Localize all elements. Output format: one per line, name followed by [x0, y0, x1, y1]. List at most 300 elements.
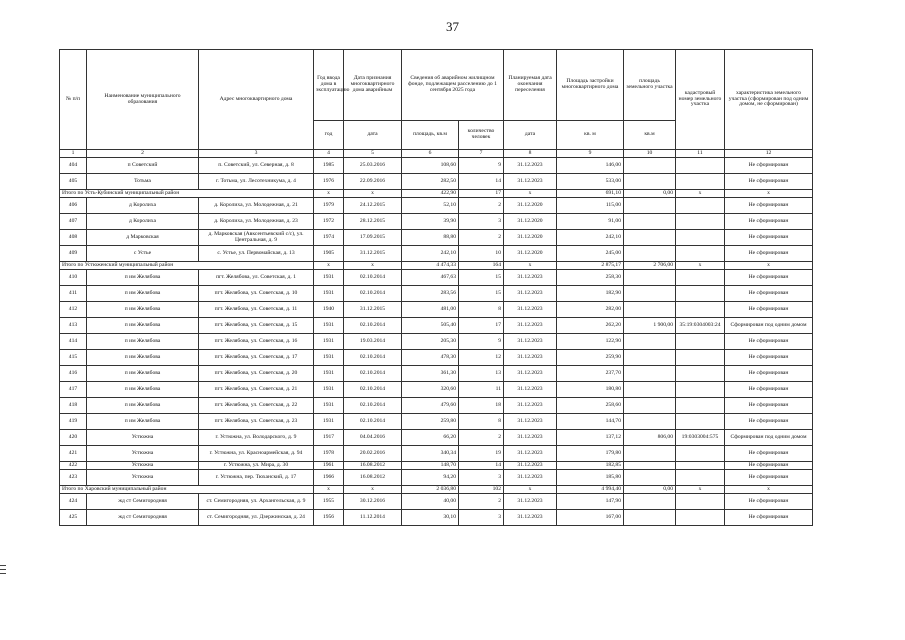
address-cell: пгт. Желябова, ул. Советская, д. 16: [199, 334, 314, 350]
year-cell: 1956: [314, 510, 344, 526]
persons-cell: 3: [459, 214, 504, 230]
end-date-cell: 31.12.2023: [504, 270, 557, 286]
persons-cell: 8: [459, 302, 504, 318]
header-persons: количество человек: [459, 121, 504, 150]
table-row: [60, 510, 813, 526]
persons-cell: 17: [459, 190, 504, 198]
built-area-cell: 137,12: [557, 430, 624, 446]
address-cell: д. Марковская (Авксентьевский с/с), ул. Центральная, д. 9: [199, 230, 314, 246]
row-number: 406: [60, 198, 87, 214]
cadastral-cell: [676, 334, 725, 350]
built-area-cell: 2 875,17: [557, 262, 624, 270]
end-date-cell: 31.12.2023: [504, 334, 557, 350]
row-number: 405: [60, 174, 87, 190]
status-cell: Не сформирован: [725, 174, 813, 190]
status-cell: Не сформирован: [725, 350, 813, 366]
table-row: [60, 398, 813, 414]
persons-cell: 15: [459, 270, 504, 286]
address-cell: пгт. Желябова, ул. Советская, д. 17: [199, 350, 314, 366]
table-row: [60, 230, 813, 246]
end-date-cell: 31.12.2023: [504, 462, 557, 470]
table-row: [60, 430, 813, 446]
year-cell: 1931: [314, 382, 344, 398]
table-row: [60, 286, 813, 302]
end-date-cell: 31.12.2023: [504, 286, 557, 302]
cadastral-cell: [676, 462, 725, 470]
unit-area: площадь, кв.м: [402, 121, 459, 150]
area-cell: 40,00: [402, 494, 459, 510]
year-cell: 1931: [314, 318, 344, 334]
municipality-cell: с Устье: [87, 246, 199, 262]
area-cell: 422,90: [402, 190, 459, 198]
address-cell: ст. Семигородняя, ул. Дзержинская, д. 24: [199, 510, 314, 526]
status-cell: Не сформирован: [725, 414, 813, 430]
land-area-cell: [624, 158, 676, 174]
address-cell: г. Устюжна, ул. Мира, д. 30: [199, 462, 314, 470]
municipality-cell: Устюжна: [87, 446, 199, 462]
built-area-cell: 147,90: [557, 494, 624, 510]
area-cell: 505,40: [402, 318, 459, 334]
persons-cell: 9: [459, 334, 504, 350]
municipality-cell: п им Желябова: [87, 398, 199, 414]
row-number: 416: [60, 366, 87, 382]
year-cell: 1917: [314, 430, 344, 446]
municipality-cell: д Королиха: [87, 198, 199, 214]
area-cell: 205,30: [402, 334, 459, 350]
cadastral-cell: [676, 286, 725, 302]
year-cell: 1931: [314, 350, 344, 366]
date-cell: 02.10.2014: [344, 350, 402, 366]
row-number: 409: [60, 246, 87, 262]
row-number: 410: [60, 270, 87, 286]
total-row: [60, 262, 813, 270]
status-cell: Не сформирован: [725, 270, 813, 286]
date-cell: 20.02.2016: [344, 446, 402, 462]
municipality-cell: п им Желябова: [87, 414, 199, 430]
built-area-cell: 258,30: [557, 270, 624, 286]
date-cell: 28.12.2015: [344, 214, 402, 230]
row-number: 413: [60, 318, 87, 334]
municipality-cell: Устюжна: [87, 470, 199, 486]
built-area-cell: 185,80: [557, 470, 624, 486]
persons-cell: 164: [459, 262, 504, 270]
cadastral-cell: [676, 382, 725, 398]
date-cell: 30.12.2016: [344, 494, 402, 510]
built-area-cell: 262,20: [557, 318, 624, 334]
cadastral-cell: [676, 494, 725, 510]
persons-cell: 3: [459, 470, 504, 486]
cadastral-cell: x: [676, 486, 725, 494]
area-cell: 259,80: [402, 414, 459, 430]
address-cell: г. Тотьма, ул. Лесотехникума, д. 4: [199, 174, 314, 190]
status-cell: Не сформирован: [725, 246, 813, 262]
header-row: [60, 50, 813, 121]
date-cell: 16.08.2012: [344, 462, 402, 470]
municipality-cell: п им Желябова: [87, 318, 199, 334]
table-body: [60, 50, 813, 526]
built-area-cell: 4 994,40: [557, 486, 624, 494]
end-date-cell: 31.12.2023: [504, 366, 557, 382]
persons-cell: 14: [459, 174, 504, 190]
date-cell: 24.12.2015: [344, 198, 402, 214]
end-date-cell: x: [504, 262, 557, 270]
table-row: [60, 158, 813, 174]
land-area-cell: [624, 350, 676, 366]
row-number: 404: [60, 158, 87, 174]
row-number: 412: [60, 302, 87, 318]
row-number: 424: [60, 494, 87, 510]
end-date-cell: 31.12.2020: [504, 246, 557, 262]
persons-cell: 15: [459, 286, 504, 302]
year-cell: x: [314, 262, 344, 270]
land-area-cell: [624, 462, 676, 470]
col-number: 2: [87, 150, 199, 158]
address-cell: г. Устюжна, ул. Володарского, д. 9: [199, 430, 314, 446]
address-cell: с. Устье, ул. Первомайская, д. 13: [199, 246, 314, 262]
address-cell: пгт. Желябова, ул. Советская, д. 1: [199, 270, 314, 286]
land-area-cell: 0,00: [624, 486, 676, 494]
table-row: [60, 318, 813, 334]
cadastral-cell: 35:19:0304003:24: [676, 318, 725, 334]
scan-margin-marks: [0, 565, 6, 577]
cadastral-cell: [676, 230, 725, 246]
land-area-cell: 2 706,00: [624, 262, 676, 270]
built-area-cell: 122,90: [557, 334, 624, 350]
date-cell: 02.10.2014: [344, 414, 402, 430]
built-area-cell: 167,00: [557, 510, 624, 526]
land-area-cell: [624, 334, 676, 350]
address-cell: г. Устюжна, пер. Тюханский, д. 17: [199, 470, 314, 486]
built-area-cell: 237,70: [557, 366, 624, 382]
cadastral-cell: [676, 350, 725, 366]
register-table: [59, 49, 813, 526]
total-row: [60, 190, 813, 198]
cadastral-cell: [676, 246, 725, 262]
area-cell: 361,30: [402, 366, 459, 382]
municipality-cell: п им Желябова: [87, 302, 199, 318]
land-area-cell: [624, 470, 676, 486]
end-date-cell: 31.12.2023: [504, 470, 557, 486]
persons-cell: 10: [459, 246, 504, 262]
end-date-cell: 31.12.2023: [504, 174, 557, 190]
table-row: [60, 270, 813, 286]
end-date-cell: 31.12.2023: [504, 382, 557, 398]
address-cell: пгт. Желябова, ул. Советская, д. 22: [199, 398, 314, 414]
land-area-cell: [624, 198, 676, 214]
col-number: 4: [314, 150, 344, 158]
header-municipality: Наименование муниципального образования: [87, 50, 199, 150]
year-cell: 1979: [314, 198, 344, 214]
year-cell: 1931: [314, 398, 344, 414]
row-number: 408: [60, 230, 87, 246]
col-number: 9: [557, 150, 624, 158]
land-area-cell: [624, 382, 676, 398]
end-date-cell: x: [504, 190, 557, 198]
address-cell: пгт. Желябова, ул. Советская, д. 11: [199, 302, 314, 318]
cadastral-cell: [676, 270, 725, 286]
municipality-cell: п Советский: [87, 158, 199, 174]
unit-year: год: [314, 121, 344, 150]
status-cell: Не сформирован: [725, 214, 813, 230]
row-number: 420: [60, 430, 87, 446]
table-row: [60, 198, 813, 214]
area-cell: 282,50: [402, 174, 459, 190]
header-resettle-group: Сведения об аварийном жилищном фонде, подлежащем расселению до 1 сентября 2025 года: [402, 50, 504, 121]
date-cell: 02.10.2014: [344, 382, 402, 398]
persons-cell: 13: [459, 366, 504, 382]
built-area-cell: 242,10: [557, 230, 624, 246]
land-area-cell: 806,00: [624, 430, 676, 446]
date-cell: 16.08.2012: [344, 470, 402, 486]
land-area-cell: [624, 270, 676, 286]
built-area-cell: 182,85: [557, 462, 624, 470]
cadastral-cell: [676, 198, 725, 214]
date-cell: 02.10.2014: [344, 270, 402, 286]
persons-cell: 2: [459, 198, 504, 214]
table-row: [60, 366, 813, 382]
year-cell: 1955: [314, 494, 344, 510]
address-cell: пгт. Желябова, ул. Советская, д. 15: [199, 318, 314, 334]
address-cell: пгт. Желябова, ул. Советская, д. 10: [199, 286, 314, 302]
persons-cell: 8: [459, 414, 504, 430]
status-cell: Сформирован под одним домом: [725, 318, 813, 334]
header-date-emergency: Дата признания многоквартирного дома аварийным: [344, 50, 402, 121]
cadastral-cell: [676, 366, 725, 382]
end-date-cell: 31.12.2023: [504, 430, 557, 446]
end-date-cell: 31.12.2023: [504, 494, 557, 510]
area-cell: 283,56: [402, 286, 459, 302]
header-cadastral: кадастровый номер земельного участка: [676, 50, 725, 150]
status-cell: Не сформирован: [725, 494, 813, 510]
header-planned-end: Планируемая дата окончания переселения: [504, 50, 557, 121]
area-cell: 320,60: [402, 382, 459, 398]
status-cell: Не сформирован: [725, 366, 813, 382]
end-date-cell: 31.12.2023: [504, 302, 557, 318]
row-number: 418: [60, 398, 87, 414]
total-label: Итого по Харовский муниципальный район: [60, 486, 314, 494]
end-date-cell: 31.12.2020: [504, 230, 557, 246]
cadastral-cell: [676, 470, 725, 486]
land-area-cell: [624, 414, 676, 430]
date-cell: 19.03.2014: [344, 334, 402, 350]
unit-sqm2: кв.м: [624, 121, 676, 150]
status-cell: Не сформирован: [725, 334, 813, 350]
header-land-char: характеристика земельного участка (сформирован под одним домом, не сформирован): [725, 50, 813, 150]
land-area-cell: [624, 230, 676, 246]
date-cell: 31.12.2015: [344, 302, 402, 318]
year-cell: 1976: [314, 174, 344, 190]
built-area-cell: 245,00: [557, 246, 624, 262]
table-row: [60, 350, 813, 366]
col-number: 11: [676, 150, 725, 158]
area-cell: 66,20: [402, 430, 459, 446]
col-number: 8: [504, 150, 557, 158]
end-date-cell: 31.12.2023: [504, 318, 557, 334]
area-cell: 340,34: [402, 446, 459, 462]
status-cell: x: [725, 190, 813, 198]
address-cell: д. Королиха, ул. Молодежная, д. 21: [199, 198, 314, 214]
municipality-cell: жд ст Семигородняя: [87, 494, 199, 510]
built-area-cell: 259,90: [557, 350, 624, 366]
municipality-cell: д Марковская: [87, 230, 199, 246]
year-cell: 1931: [314, 366, 344, 382]
row-number: 411: [60, 286, 87, 302]
land-area-cell: [624, 286, 676, 302]
land-area-cell: [624, 366, 676, 382]
end-date-cell: 31.12.2023: [504, 510, 557, 526]
date-cell: x: [344, 262, 402, 270]
address-cell: п. Советский, ул. Северная, д. 8: [199, 158, 314, 174]
row-number: 423: [60, 470, 87, 486]
col-number: 1: [60, 150, 87, 158]
persons-cell: 3: [459, 510, 504, 526]
end-date-cell: 31.12.2023: [504, 414, 557, 430]
persons-cell: 17: [459, 318, 504, 334]
status-cell: x: [725, 486, 813, 494]
year-cell: x: [314, 486, 344, 494]
built-area-cell: 91,00: [557, 214, 624, 230]
address-cell: г. Устюжна, ул. Красноармейская, д. 94: [199, 446, 314, 462]
built-area-cell: 146,00: [557, 158, 624, 174]
table-row: [60, 246, 813, 262]
municipality-cell: Тотьма: [87, 174, 199, 190]
cadastral-cell: [676, 158, 725, 174]
end-date-cell: 31.12.2020: [504, 214, 557, 230]
table-row: [60, 382, 813, 398]
area-cell: 94,20: [402, 470, 459, 486]
date-cell: 31.12.2015: [344, 246, 402, 262]
built-area-cell: 144,70: [557, 414, 624, 430]
municipality-cell: п им Желябова: [87, 270, 199, 286]
address-cell: пгт. Желябова, ул. Советская, д. 20: [199, 366, 314, 382]
persons-cell: 12: [459, 350, 504, 366]
year-cell: 1974: [314, 230, 344, 246]
col-number: 6: [402, 150, 459, 158]
year-cell: 1931: [314, 334, 344, 350]
municipality-cell: жд ст Семигородняя: [87, 510, 199, 526]
persons-cell: 9: [459, 158, 504, 174]
cadastral-cell: x: [676, 190, 725, 198]
cadastral-cell: [676, 302, 725, 318]
area-cell: 479,60: [402, 398, 459, 414]
area-cell: 39,90: [402, 214, 459, 230]
table-row: [60, 214, 813, 230]
total-label: Итого по Устюженский муниципальный район: [60, 262, 314, 270]
year-cell: 1931: [314, 286, 344, 302]
status-cell: Не сформирован: [725, 382, 813, 398]
municipality-cell: п им Желябова: [87, 334, 199, 350]
built-area-cell: 258,60: [557, 398, 624, 414]
total-label: Итого по Усть-Кубинский муниципальный район: [60, 190, 314, 198]
row-number: 422: [60, 462, 87, 470]
year-cell: x: [314, 190, 344, 198]
table-row: [60, 302, 813, 318]
table-row: [60, 334, 813, 350]
status-cell: Не сформирован: [725, 462, 813, 470]
built-area-cell: 179,80: [557, 446, 624, 462]
status-cell: Не сформирован: [725, 446, 813, 462]
municipality-cell: п им Желябова: [87, 350, 199, 366]
built-area-cell: 180,80: [557, 382, 624, 398]
area-cell: 88,80: [402, 230, 459, 246]
persons-cell: 18: [459, 398, 504, 414]
row-number: 419: [60, 414, 87, 430]
municipality-cell: п им Желябова: [87, 366, 199, 382]
unit-sqm: кв. м: [557, 121, 624, 150]
address-cell: ст. Семигородняя, ул. Архангельская, д. 9: [199, 494, 314, 510]
col-number: 7: [459, 150, 504, 158]
land-area-cell: 1 900,00: [624, 318, 676, 334]
year-cell: 1931: [314, 414, 344, 430]
date-cell: 11.12.2014: [344, 510, 402, 526]
status-cell: Не сформирован: [725, 286, 813, 302]
unit-date: дата: [344, 121, 402, 150]
year-cell: 1966: [314, 470, 344, 486]
municipality-cell: Устюжна: [87, 462, 199, 470]
municipality-cell: д Королиха: [87, 214, 199, 230]
col-number: 5: [344, 150, 402, 158]
date-cell: 02.10.2014: [344, 286, 402, 302]
area-cell: 2 036,80: [402, 486, 459, 494]
end-date-cell: x: [504, 486, 557, 494]
status-cell: Не сформирован: [725, 158, 813, 174]
area-cell: 52,10: [402, 198, 459, 214]
cadastral-cell: x: [676, 262, 725, 270]
table-row: [60, 174, 813, 190]
cadastral-cell: [676, 446, 725, 462]
year-cell: 1961: [314, 462, 344, 470]
municipality-cell: п им Желябова: [87, 382, 199, 398]
land-area-cell: [624, 494, 676, 510]
date-cell: 02.10.2014: [344, 366, 402, 382]
built-area-cell: 282,00: [557, 302, 624, 318]
col-number: 12: [725, 150, 813, 158]
status-cell: Не сформирован: [725, 398, 813, 414]
header-num: № п/п: [60, 50, 87, 150]
persons-cell: 2: [459, 494, 504, 510]
cadastral-cell: [676, 174, 725, 190]
page-number: 37: [446, 19, 459, 34]
persons-cell: 14: [459, 462, 504, 470]
cadastral-cell: [676, 398, 725, 414]
cadastral-cell: [676, 214, 725, 230]
area-cell: 30,10: [402, 510, 459, 526]
date-cell: 04.04.2016: [344, 430, 402, 446]
end-date-cell: 31.12.2023: [504, 398, 557, 414]
persons-cell: 2: [459, 430, 504, 446]
year-cell: 1940: [314, 302, 344, 318]
year-cell: 1985: [314, 158, 344, 174]
status-cell: Не сформирован: [725, 230, 813, 246]
built-area-cell: 115,00: [557, 198, 624, 214]
address-cell: пгт. Желябова, ул. Советская, д. 23: [199, 414, 314, 430]
persons-cell: 102: [459, 486, 504, 494]
header-land-area: площадь земельного участка: [624, 50, 676, 121]
row-number: 417: [60, 382, 87, 398]
table-row: [60, 470, 813, 486]
date-cell: 17.09.2015: [344, 230, 402, 246]
col-number: 3: [199, 150, 314, 158]
status-cell: Не сформирован: [725, 470, 813, 486]
built-area-cell: 182,90: [557, 286, 624, 302]
end-date-cell: 31.12.2020: [504, 198, 557, 214]
end-date-cell: 31.12.2023: [504, 350, 557, 366]
status-cell: Не сформирован: [725, 510, 813, 526]
year-cell: 1905: [314, 246, 344, 262]
persons-cell: 19: [459, 446, 504, 462]
date-cell: x: [344, 190, 402, 198]
header-built-area: Площадь застройки многоквартирного дома: [557, 50, 624, 121]
